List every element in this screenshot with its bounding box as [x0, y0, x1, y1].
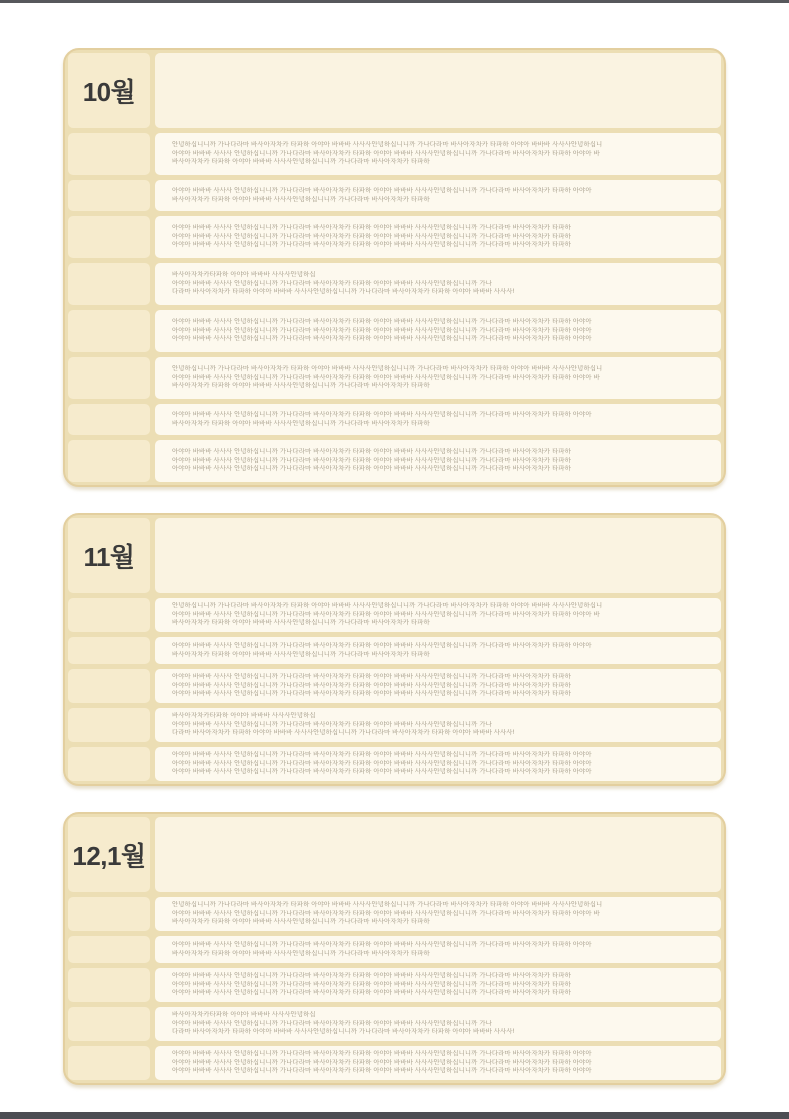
table-row [68, 180, 721, 211]
row-content-cell [155, 310, 721, 352]
table-row [68, 1046, 721, 1080]
placeholder-text-line: 안녕하십니니까 가나다라마 바사아자차카 타파하 아야아 바바바 사사사안녕하십니니까 가나다라마 바사아자차카 타파하 아야아 바바바 사사사안녕하십니 [172, 364, 603, 372]
row-content-cell [155, 669, 721, 703]
row-label-cell [68, 669, 150, 703]
placeholder-text-line: 아야아 바바바 사사사 안녕하십니니까 가나다라마 바사아자차카 타파하 아야아 바바바 사사사안녕하십니니까 가나다라마 바사아자차카 타파하 [172, 447, 571, 455]
row-label-cell [68, 747, 150, 781]
month-label: 12,1월 [72, 841, 146, 871]
row-label-cell [68, 1007, 150, 1041]
row-label-cell [68, 263, 150, 305]
row-label-cell [68, 637, 150, 664]
placeholder-text-line: 바사아자차카타파하 아야아 바바바 사사사안녕하십 [172, 1010, 316, 1018]
placeholder-text-line: 아야아 바바바 사사사 안녕하십니니까 가나다라마 바사아자차카 타파하 아야아 바바바 사사사안녕하십니니까 가나다라마 바사아자차카 타파하 아야아 바 [172, 373, 600, 381]
header-empty-cell [155, 53, 721, 128]
row-content-cell [155, 1007, 721, 1041]
placeholder-text-line: 아야아 바바바 사사사 안녕하십니니까 가나다라마 바사아자차카 타파하 아야아 바바바 사사사안녕하십니니까 가나다라마 바사아자차카 타파하 아야아 [172, 410, 592, 418]
month-label: 10월 [82, 77, 136, 107]
placeholder-text-line: 안녕하십니니까 가나다라마 바사아자차카 타파하 아야아 바바바 사사사안녕하십니니까 가나다라마 바사아자차카 타파하 아야아 바바바 사사사안녕하십니 [172, 140, 603, 148]
placeholder-text-line: 안녕하십니니까 가나다라마 바사아자차카 타파하 아야아 바바바 사사사안녕하십니니까 가나다라마 바사아자차카 타파하 아야아 바바바 사사사안녕하십니 [172, 900, 603, 908]
placeholder-text-line: 아야아 바바바 사사사 안녕하십니니까 가나다라마 바사아자차카 타파하 아야아 바바바 사사사안녕하십니니까 가나다라마 바사아자차카 타파하 [172, 232, 571, 240]
month-card [63, 513, 726, 786]
placeholder-text-line: 바사아자차카 타파하 아야아 바바바 사사사안녕하십니니까 가나다라마 바사아자차카 타파하 [172, 949, 430, 957]
row-content-cell [155, 968, 721, 1002]
month-card [63, 812, 726, 1085]
row-content-cell [155, 357, 721, 399]
placeholder-text-line: 아야아 바바바 사사사 안녕하십니니까 가나다라마 바사아자차카 타파하 아야아 바바바 사사사안녕하십니니까 가나다라마 바사아자차카 타파하 [172, 241, 571, 249]
table-row [68, 708, 721, 742]
window-top-edge [0, 0, 789, 3]
placeholder-text-line: 안녕하십니니까 가나다라마 바사아자차카 타파하 아야아 바바바 사사사안녕하십니니까 가나다라마 바사아자차카 타파하 아야아 바바바 사사사안녕하십니 [172, 601, 603, 609]
placeholder-text-line: 아야아 바바바 사사사 안녕하십니니까 가나다라마 바사아자차카 타파하 아야아 바바바 사사사안녕하십니니까 가나다라마 바사아자차카 타파하 [172, 223, 571, 231]
placeholder-text-line: 바사아자차카타파하 아야아 바바바 사사사안녕하십 [172, 711, 316, 719]
header-empty-cell [155, 518, 721, 593]
row-label-cell [68, 133, 150, 175]
placeholder-text-line: 아야아 바바바 사사사 안녕하십니니까 가나다라마 바사아자차카 타파하 아야아 바바바 사사사안녕하십니니까 가나다라마 바사아자차카 타파하 아야아 [172, 1049, 592, 1057]
placeholder-text-line: 아야아 바바바 사사사 안녕하십니니까 가나다라마 바사아자차카 타파하 아야아 바바바 사사사안녕하십니니까 가나다라마 바사아자차카 타파하 [172, 465, 571, 473]
month-label-cell [68, 817, 150, 892]
placeholder-text-line: 다라마 바사아자차카 타파하 아야아 바바바 사사사안녕하십니니까 가나다라마 바사아자차카 타파하 아야아 바바바 사사사! [172, 729, 515, 737]
placeholder-text-line: 아야아 바바바 사사사 안녕하십니니까 가나다라마 바사아자차카 타파하 아야아 바바바 사사사안녕하십니니까 가나다라마 바사아자차카 타파하 아야아 [172, 750, 592, 758]
month-header-row [68, 53, 721, 128]
placeholder-text-line: 아야아 바바바 사사사 안녕하십니니까 가나다라마 바사아자차카 타파하 아야아 바바바 사사사안녕하십니니까 가나다라마 바사아자차카 타파하 아야아 [172, 317, 592, 325]
row-content-cell [155, 1046, 721, 1080]
placeholder-text-line: 아야아 바바바 사사사 안녕하십니니까 가나다라마 바사아자차카 타파하 아야아 바바바 사사사안녕하십니니까 가나다라마 바사아자차카 타파하 아야아 바 [172, 610, 600, 618]
placeholder-text-line: 아야아 바바바 사사사 안녕하십니니까 가나다라마 바사아자차카 타파하 아야아 바바바 사사사안녕하십니니까 가나 [172, 1019, 492, 1027]
placeholder-text-line: 아야아 바바바 사사사 안녕하십니니까 가나다라마 바사아자차카 타파하 아야아 바바바 사사사안녕하십니니까 가나다라마 바사아자차카 타파하 아야아 [172, 641, 592, 649]
placeholder-text-line: 아야아 바바바 사사사 안녕하십니니까 가나다라마 바사아자차카 타파하 아야아 바바바 사사사안녕하십니니까 가나다라마 바사아자차카 타파하 아야아 [172, 768, 592, 776]
table-row [68, 936, 721, 963]
placeholder-text-line: 아야아 바바바 사사사 안녕하십니니까 가나다라마 바사아자차카 타파하 아야아 바바바 사사사안녕하십니니까 가나 [172, 720, 492, 728]
table-row [68, 440, 721, 482]
header-empty-cell [155, 817, 721, 892]
placeholder-text-line: 아야아 바바바 사사사 안녕하십니니까 가나다라마 바사아자차카 타파하 아야아 바바바 사사사안녕하십니니까 가나다라마 바사아자차카 타파하 아야아 바 [172, 149, 600, 157]
row-content-cell [155, 440, 721, 482]
table-row [68, 669, 721, 703]
row-content-cell [155, 216, 721, 258]
row-content-cell [155, 404, 721, 435]
placeholder-text-line: 아야아 바바바 사사사 안녕하십니니까 가나다라마 바사아자차카 타파하 아야아 바바바 사사사안녕하십니니까 가나다라마 바사아자차카 타파하 아야아 [172, 759, 592, 767]
table-row [68, 216, 721, 258]
placeholder-text-line: 아야아 바바바 사사사 안녕하십니니까 가나다라마 바사아자차카 타파하 아야아 바바바 사사사안녕하십니니까 가나다라마 바사아자차카 타파하 [172, 672, 571, 680]
row-content-cell [155, 936, 721, 963]
row-label-cell [68, 216, 150, 258]
row-content-cell [155, 708, 721, 742]
row-label-cell [68, 180, 150, 211]
placeholder-text-line: 아야아 바바바 사사사 안녕하십니니까 가나다라마 바사아자차카 타파하 아야아 바바바 사사사안녕하십니니까 가나다라마 바사아자차카 타파하 아야아 [172, 186, 592, 194]
placeholder-text-line: 바사아자차카 타파하 아야아 바바바 사사사안녕하십니니까 가나다라마 바사아자차카 타파하 [172, 650, 430, 658]
placeholder-text-line: 아야아 바바바 사사사 안녕하십니니까 가나다라마 바사아자차카 타파하 아야아 바바바 사사사안녕하십니니까 가나다라마 바사아자차카 타파하 아야아 바 [172, 909, 600, 917]
row-label-cell [68, 440, 150, 482]
month-label-cell [68, 518, 150, 593]
window-bottom-edge [0, 1112, 789, 1119]
row-label-cell [68, 310, 150, 352]
row-label-cell [68, 404, 150, 435]
month-card [63, 48, 726, 487]
placeholder-text-line: 다라마 바사아자차카 타파하 아야아 바바바 사사사안녕하십니니까 가나다라마 바사아자차카 타파하 아야아 바바바 사사사! [172, 1028, 515, 1036]
placeholder-text-line: 아야아 바바바 사사사 안녕하십니니까 가나다라마 바사아자차카 타파하 아야아 바바바 사사사안녕하십니니까 가나다라마 바사아자차카 타파하 아야아 [172, 1067, 592, 1075]
placeholder-text-line: 아야아 바바바 사사사 안녕하십니니까 가나다라마 바사아자차카 타파하 아야아 바바바 사사사안녕하십니니까 가나다라마 바사아자차카 타파하 아야아 [172, 335, 592, 343]
table-row [68, 404, 721, 435]
table-row [68, 1007, 721, 1041]
document-body [63, 48, 726, 1085]
table-row [68, 133, 721, 175]
row-label-cell [68, 598, 150, 632]
table-row [68, 310, 721, 352]
table-row [68, 747, 721, 781]
table-row [68, 897, 721, 931]
table-row [68, 263, 721, 305]
placeholder-text-line: 바사아자차카 타파하 아야아 바바바 사사사안녕하십니니까 가나다라마 바사아자차카 타파하 [172, 195, 430, 203]
placeholder-text-line: 아야아 바바바 사사사 안녕하십니니까 가나다라마 바사아자차카 타파하 아야아 바바바 사사사안녕하십니니까 가나다라마 바사아자차카 타파하 아야아 [172, 1058, 592, 1066]
placeholder-text-line: 아야아 바바바 사사사 안녕하십니니까 가나다라마 바사아자차카 타파하 아야아 바바바 사사사안녕하십니니까 가나다라마 바사아자차카 타파하 [172, 971, 571, 979]
row-label-cell [68, 968, 150, 1002]
placeholder-text-line: 아야아 바바바 사사사 안녕하십니니까 가나다라마 바사아자차카 타파하 아야아 바바바 사사사안녕하십니니까 가나다라마 바사아자차카 타파하 [172, 980, 571, 988]
month-header-row [68, 518, 721, 593]
row-label-cell [68, 357, 150, 399]
placeholder-text-line: 아야아 바바바 사사사 안녕하십니니까 가나다라마 바사아자차카 타파하 아야아 바바바 사사사안녕하십니니까 가나 [172, 279, 492, 287]
placeholder-text-line: 바사아자차카 타파하 아야아 바바바 사사사안녕하십니니까 가나다라마 바사아자차카 타파하 [172, 918, 430, 926]
table-row [68, 357, 721, 399]
placeholder-text-line: 바사아자차카 타파하 아야아 바바바 사사사안녕하십니니까 가나다라마 바사아자차카 타파하 [172, 382, 430, 390]
row-label-cell [68, 897, 150, 931]
table-row [68, 637, 721, 664]
placeholder-text-line: 아야아 바바바 사사사 안녕하십니니까 가나다라마 바사아자차카 타파하 아야아 바바바 사사사안녕하십니니까 가나다라마 바사아자차카 타파하 [172, 989, 571, 997]
table-row [68, 598, 721, 632]
placeholder-text-line: 아야아 바바바 사사사 안녕하십니니까 가나다라마 바사아자차카 타파하 아야아 바바바 사사사안녕하십니니까 가나다라마 바사아자차카 타파하 [172, 690, 571, 698]
row-content-cell [155, 897, 721, 931]
table-row [68, 968, 721, 1002]
placeholder-text-line: 아야아 바바바 사사사 안녕하십니니까 가나다라마 바사아자차카 타파하 아야아 바바바 사사사안녕하십니니까 가나다라마 바사아자차카 타파하 아야아 [172, 326, 592, 334]
month-header-row [68, 817, 721, 892]
month-label: 11월 [83, 542, 135, 572]
placeholder-text-line: 다라마 바사아자차카 타파하 아야아 바바바 사사사안녕하십니니까 가나다라마 바사아자차카 타파하 아야아 바바바 사사사! [172, 288, 515, 296]
placeholder-text-line: 바사아자차카 타파하 아야아 바바바 사사사안녕하십니니까 가나다라마 바사아자차카 타파하 [172, 419, 430, 427]
row-label-cell [68, 708, 150, 742]
row-label-cell [68, 1046, 150, 1080]
placeholder-text-line: 바사아자차카 타파하 아야아 바바바 사사사안녕하십니니까 가나다라마 바사아자차카 타파하 [172, 158, 430, 166]
placeholder-text-line: 아야아 바바바 사사사 안녕하십니니까 가나다라마 바사아자차카 타파하 아야아 바바바 사사사안녕하십니니까 가나다라마 바사아자차카 타파하 [172, 456, 571, 464]
placeholder-text-line: 아야아 바바바 사사사 안녕하십니니까 가나다라마 바사아자차카 타파하 아야아 바바바 사사사안녕하십니니까 가나다라마 바사아자차카 타파하 아야아 [172, 940, 592, 948]
row-content-cell [155, 747, 721, 781]
placeholder-text-line: 아야아 바바바 사사사 안녕하십니니까 가나다라마 바사아자차카 타파하 아야아 바바바 사사사안녕하십니니까 가나다라마 바사아자차카 타파하 [172, 681, 571, 689]
placeholder-text-line: 바사아자차카 타파하 아야아 바바바 사사사안녕하십니니까 가나다라마 바사아자차카 타파하 [172, 619, 430, 627]
row-label-cell [68, 936, 150, 963]
row-content-cell [155, 263, 721, 305]
month-label-cell [68, 53, 150, 128]
placeholder-text-line: 바사아자차카타파하 아야아 바바바 사사사안녕하십 [172, 270, 316, 278]
row-content-cell [155, 133, 721, 175]
row-content-cell [155, 598, 721, 632]
row-content-cell [155, 637, 721, 664]
row-content-cell [155, 180, 721, 211]
